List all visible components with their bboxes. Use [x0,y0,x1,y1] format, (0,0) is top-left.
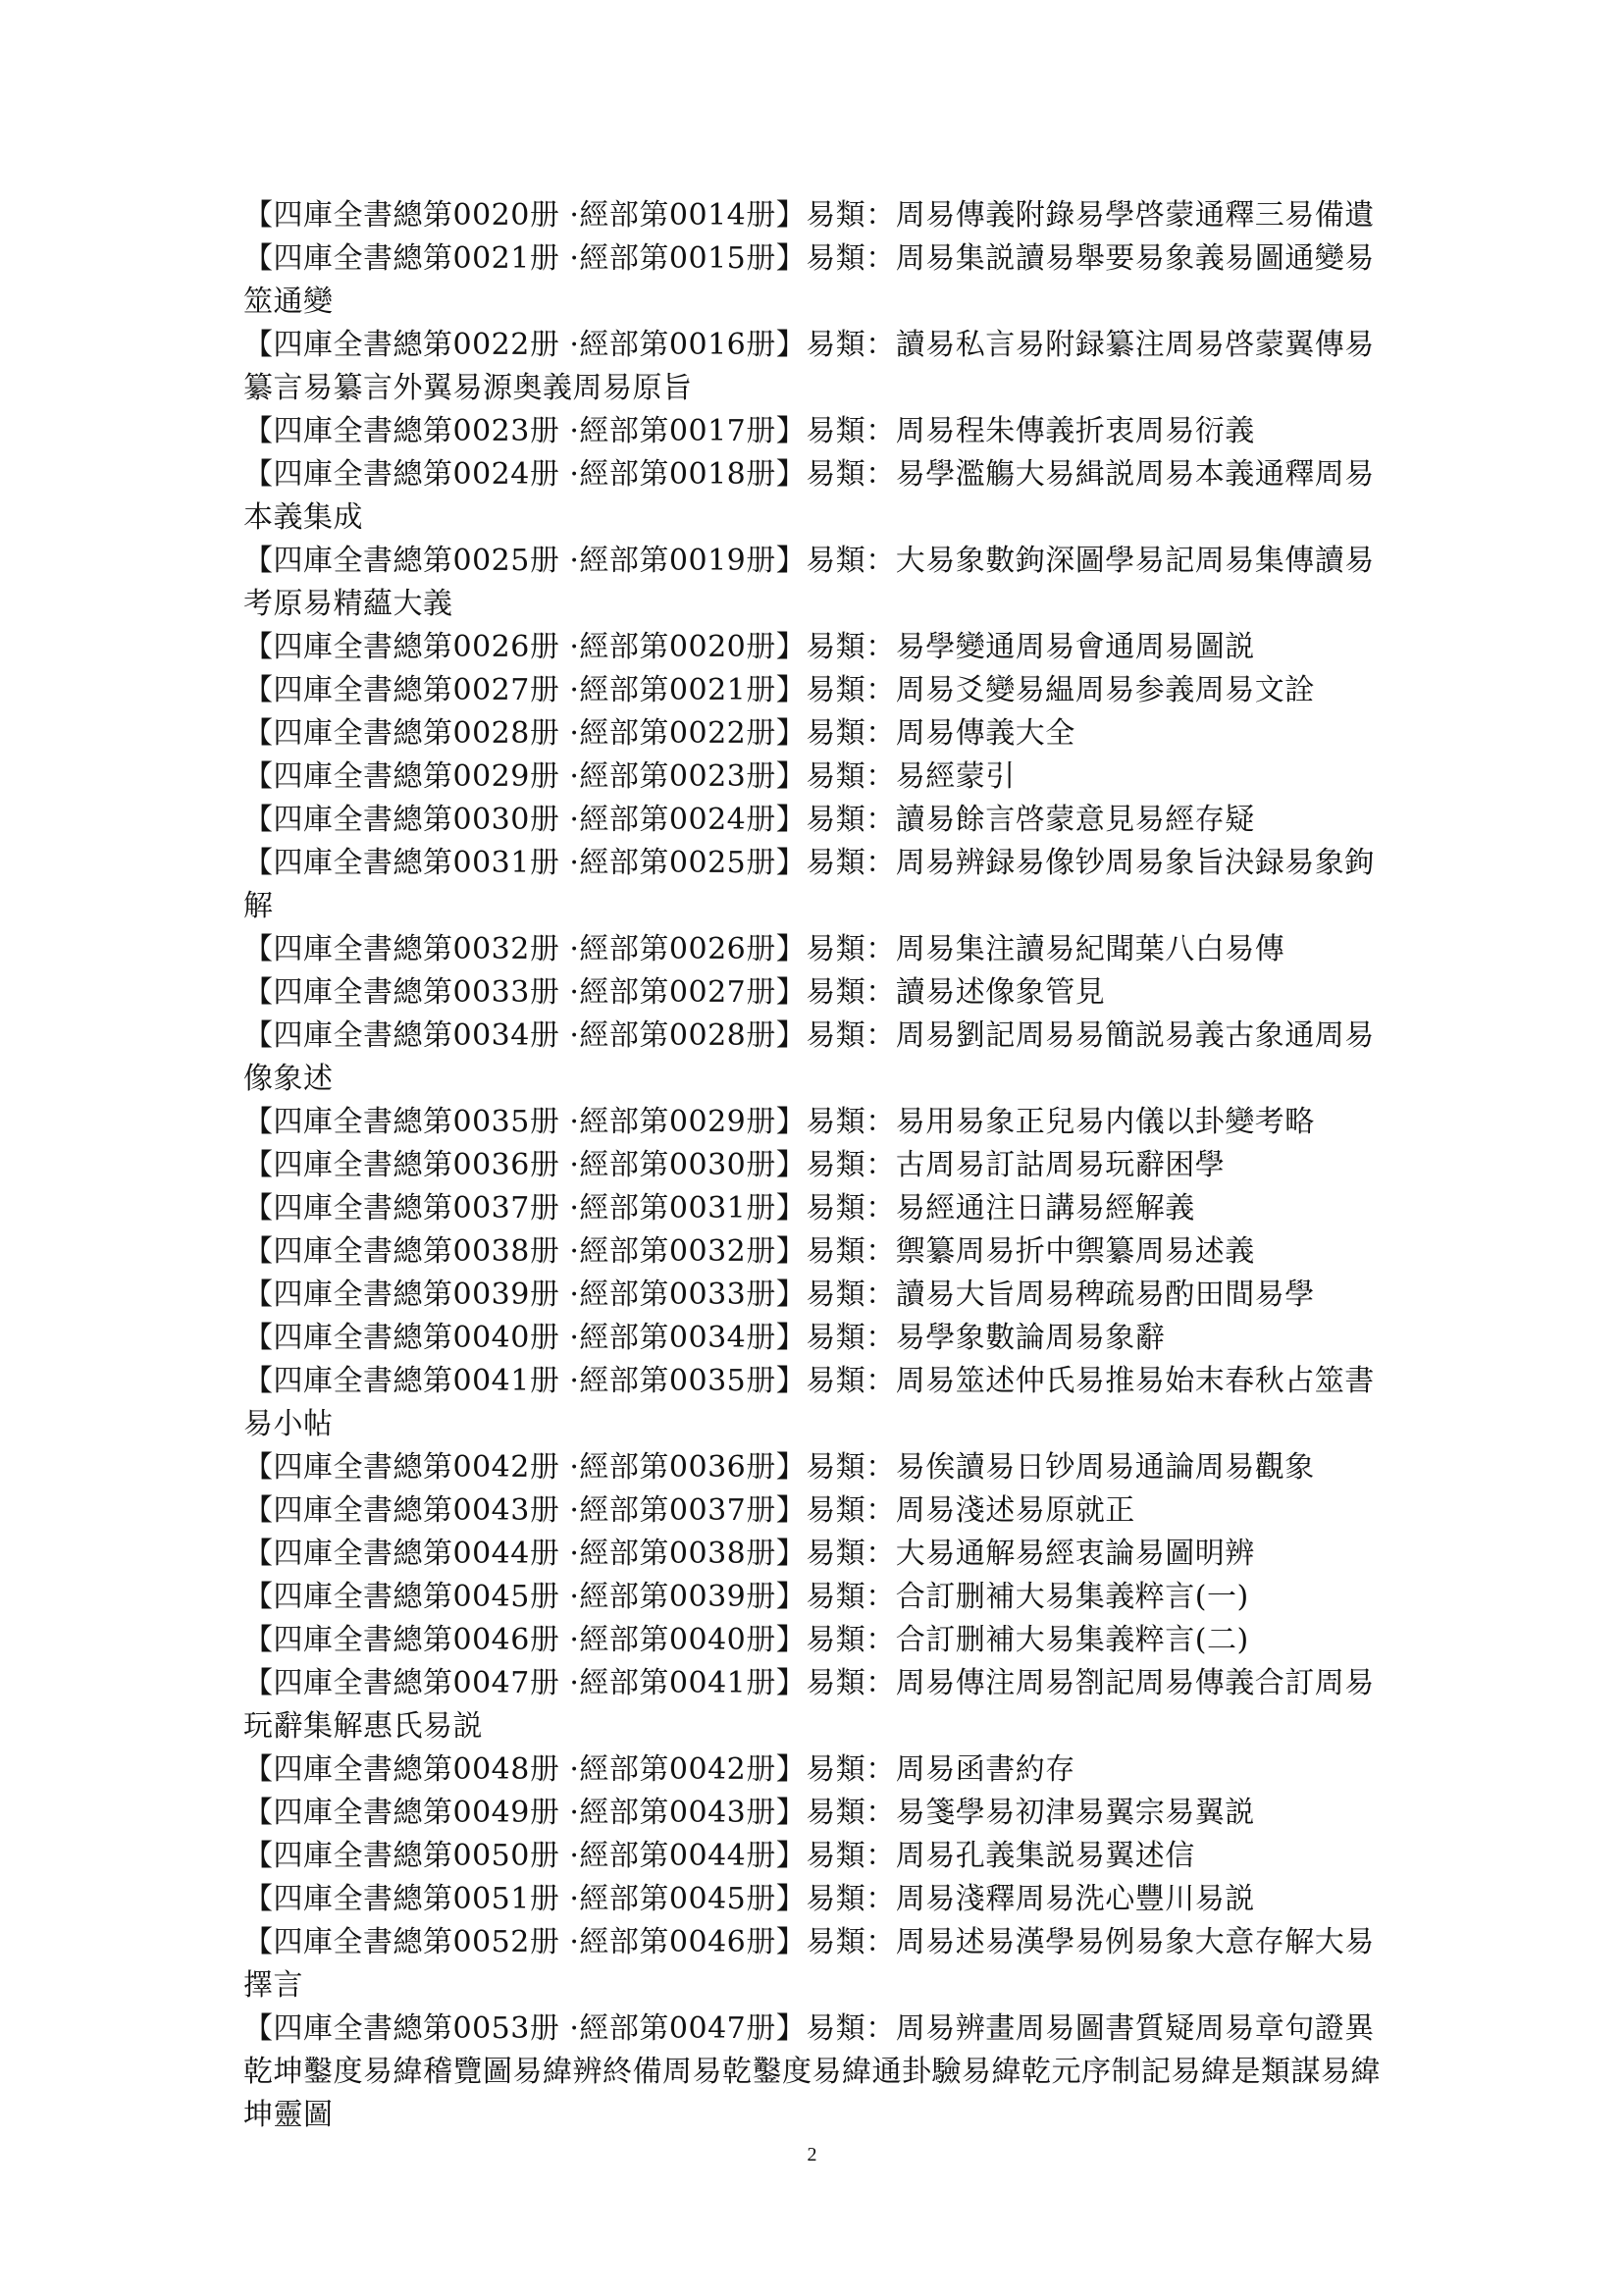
list-item: 【四庫全書總第0050册 ·經部第0044册】易類：周易孔義集説易翼述信 [243,1839,1195,1873]
list-item: 【四庫全書總第0051册 ·經部第0045册】易類：周易淺釋周易洗心豐川易説 [243,1882,1255,1916]
list-item: 【四庫全書總第0034册 ·經部第0028册】易類：周易劉記周易易簡説易義古象通周易像象述 [243,1018,1375,1096]
list-item: 【四庫全書總第0043册 ·經部第0037册】易類：周易淺述易原就正 [243,1493,1135,1528]
list-item: 【四庫全書總第0048册 ·經部第0042册】易類：周易函書約存 [243,1752,1075,1787]
list-item: 【四庫全書總第0021册 ·經部第0015册】易類：周易集説讀易舉要易象義易圖通變易筮通變 [243,241,1375,319]
list-item: 【四庫全書總第0032册 ·經部第0026册】易類：周易集注讀易紀聞葉八白易傳 [243,932,1285,966]
list-item: 【四庫全書總第0036册 ·經部第0030册】易類：古周易訂詁周易玩辭困學 [243,1148,1226,1182]
entry-list [243,194,1391,2137]
list-item: 【四庫全書總第0033册 ·經部第0027册】易類：讀易述像象管見 [243,975,1106,1010]
list-item: 【四庫全書總第0053册 ·經部第0047册】易類：周易辨畫周易圖書質疑周易章句證異乾坤鑿度易緯稽覽圖易緯辨終備周易乾鑿度易緯通卦驗易緯乾元序制記易緯是類謀易緯坤靈圖 [243,2011,1381,2132]
list-item: 【四庫全書總第0042册 ·經部第0036册】易類：易俟讀易日钞周易通論周易觀象 [243,1450,1315,1485]
list-item: 【四庫全書總第0049册 ·經部第0043册】易類：易箋學易初津易翼宗易翼説 [243,1796,1255,1830]
list-item: 【四庫全書總第0046册 ·經部第0040册】易類：合訂删補大易集義粹言(二) [243,1623,1249,1657]
list-item: 【四庫全書總第0040册 ·經部第0034册】易類：易學象數論周易象辭 [243,1321,1166,1355]
list-item: 【四庫全書總第0035册 ·經部第0029册】易類：易用易象正兒易内儀以卦變考略 [243,1105,1315,1139]
list-item: 【四庫全書總第0020册 ·經部第0014册】易類：周易傳義附錄易學啓蒙通釋三易備遺 [243,198,1375,233]
list-item: 【四庫全書總第0029册 ·經部第0023册】易類：易經蒙引 [243,759,1016,794]
list-item: 【四庫全書總第0045册 ·經部第0039册】易類：合訂删補大易集義粹言(一) [243,1580,1249,1614]
list-item: 【四庫全書總第0031册 ·經部第0025册】易類：周易辨録易像钞周易象旨決録易象鉤解 [243,846,1375,923]
list-item: 【四庫全書總第0039册 ·經部第0033册】易類：讀易大旨周易稗疏易酌田間易學 [243,1278,1315,1312]
list-item: 【四庫全書總第0030册 ·經部第0024册】易類：讀易餘言啓蒙意見易經存疑 [243,803,1255,837]
list-item: 【四庫全書總第0025册 ·經部第0019册】易類：大易象數鉤深圖學易記周易集傳讀易考原易精蘊大義 [243,544,1375,621]
list-item: 【四庫全書總第0022册 ·經部第0016册】易類：讀易私言易附録纂注周易啓蒙翼傳易纂言易纂言外翼易源奥義周易原旨 [243,328,1375,405]
list-item: 【四庫全書總第0041册 ·經部第0035册】易類：周易筮述仲氏易推易始末春秋占筮書易小帖 [243,1364,1375,1441]
list-item: 【四庫全書總第0023册 ·經部第0017册】易類：周易程朱傳義折衷周易衍義 [243,414,1255,448]
list-item: 【四庫全書總第0044册 ·經部第0038册】易類：大易通解易經衷論易圖明辨 [243,1537,1255,1571]
list-item: 【四庫全書總第0024册 ·經部第0018册】易類：易學濫觴大易緝説周易本義通釋周易本義集成 [243,457,1375,535]
list-item: 【四庫全書總第0026册 ·經部第0020册】易類：易學變通周易會通周易圖説 [243,630,1255,664]
page-number: 2 [807,2144,817,2165]
list-item: 【四庫全書總第0038册 ·經部第0032册】易類：禦纂周易折中禦纂周易述義 [243,1234,1255,1269]
list-item: 【四庫全書總第0037册 ·經部第0031册】易類：易經通注日講易經解義 [243,1191,1195,1226]
list-item: 【四庫全書總第0027册 ·經部第0021册】易類：周易爻變易緼周易参義周易文詮 [243,673,1315,707]
list-item: 【四庫全書總第0047册 ·經部第0041册】易類：周易傳注周易劄記周易傳義合訂周易玩辭集解惠氏易説 [243,1666,1375,1744]
list-item: 【四庫全書總第0052册 ·經部第0046册】易類：周易述易漢學易例易象大意存解大易擇言 [243,1925,1375,2003]
list-item: 【四庫全書總第0028册 ·經部第0022册】易類：周易傳義大全 [243,716,1075,751]
